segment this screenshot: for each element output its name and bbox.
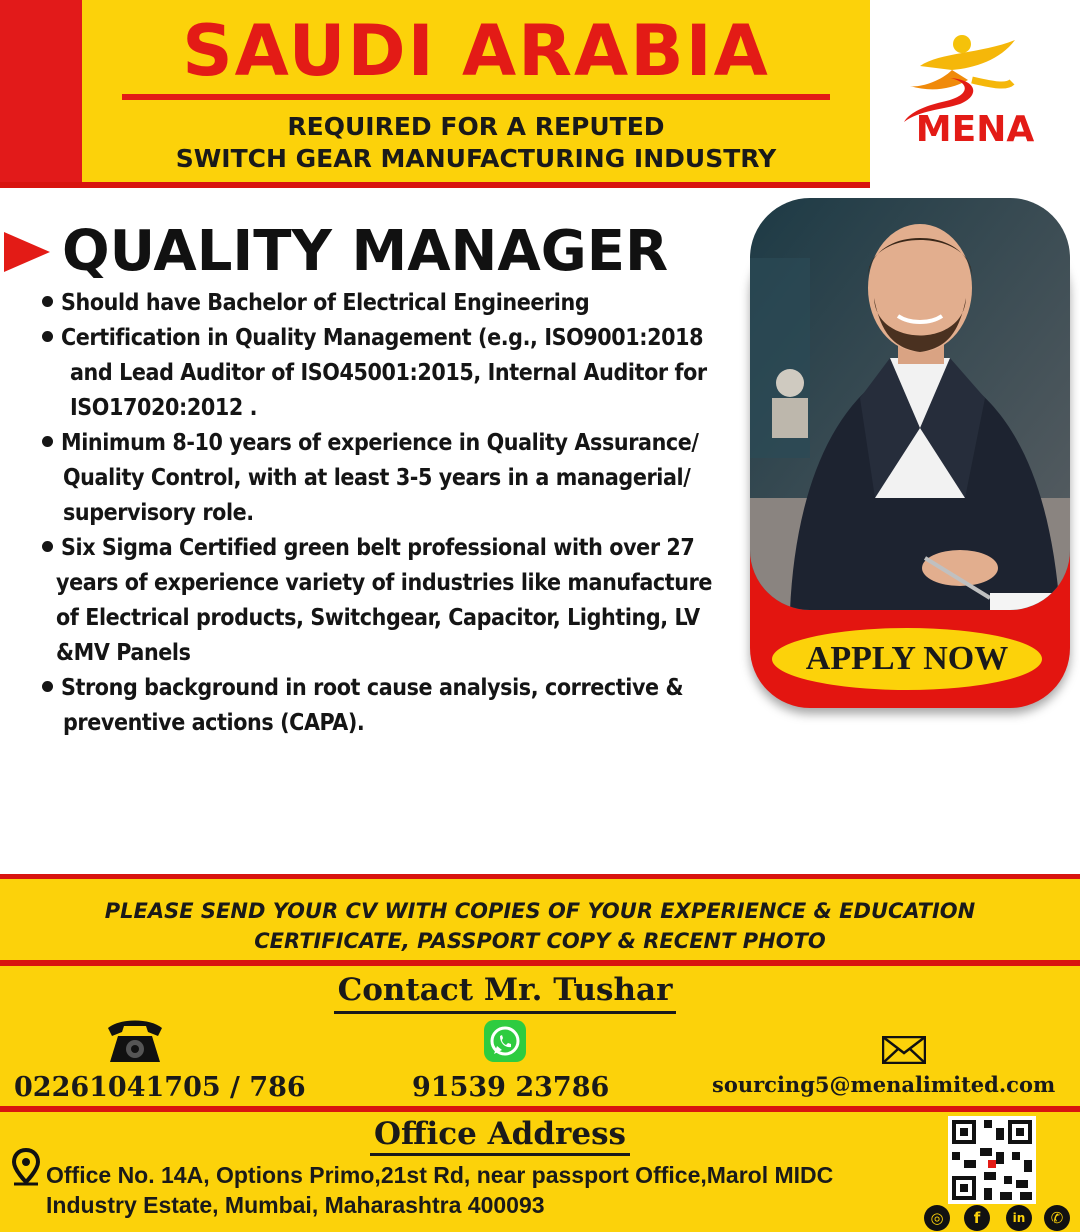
bullet-icon [42,541,53,552]
subtitle-line2: SWITCH GEAR MANUFACTURING INDUSTRY [175,144,777,173]
instagram-icon[interactable]: ◎ [924,1205,950,1231]
mail-icon [882,1036,926,1064]
facebook-icon[interactable]: f [964,1205,990,1231]
contact-underline [334,1011,676,1014]
whatsapp-social-icon[interactable]: ✆ [1044,1205,1070,1231]
requirement-line: Minimum 8-10 years of experience in Quality Assurance/ [42,426,699,461]
header-red-strip [0,0,82,186]
requirement-line: years of experience variety of industries like manufacture [56,570,713,596]
bullet-icon [42,436,53,447]
location-pin-icon [12,1148,40,1186]
whatsapp-icon [484,1020,526,1062]
band-divider-1 [0,960,1080,966]
bullet-icon [42,681,53,692]
country-underline [122,94,830,100]
telephone-icon [100,1018,170,1066]
cv-instruction-line2: CERTIFICATE, PASSPORT COPY & RECENT PHOTO [254,929,826,953]
email-address[interactable]: sourcing5@menalimited.com [712,1072,1056,1097]
requirement-line: Quality Control, with at least 3-5 years in a managerial/ [63,465,691,491]
apply-now-button[interactable]: APPLY NOW [772,628,1042,690]
qr-code-icon[interactable] [948,1116,1036,1204]
header-divider [0,182,870,188]
logo-text: MENA [915,109,1035,150]
requirement-line: Should have Bachelor of Electrical Engineering [42,286,589,321]
country-title: SAUDI ARABIA [182,10,770,92]
candidate-photo [750,198,1070,610]
requirement-line: ISO17020:2012 . [70,395,258,421]
requirement-line: preventive actions (CAPA). [63,710,365,736]
address-line2: Industry Estate, Mumbai, Maharashtra 400093 [46,1192,545,1218]
requirement-line: supervisory role. [63,500,254,526]
requirement-line: Certification in Quality Management (e.g., ISO9001:2018 [42,321,703,356]
requirement-line: &MV Panels [56,640,191,666]
requirement-line: of Electrical products, Switchgear, Capacitor, Lighting, LV [56,605,700,631]
address-line1: Office No. 14A, Options Primo,21st Rd, near passport Office,Marol MIDC [46,1162,834,1188]
contact-heading: Contact Mr. Tushar [337,972,673,1008]
linkedin-icon[interactable]: in [1006,1205,1032,1231]
cv-instruction-line1: PLEASE SEND YOUR CV WITH COPIES OF YOUR EXPERIENCE & EDUCATION [104,899,976,923]
businessman-illustration [750,198,1070,610]
requirement-line: and Lead Auditor of ISO45001:2015, Internal Auditor for [70,360,707,386]
title-arrow-icon [4,232,50,272]
band-top-line [0,874,1080,879]
office-heading: Office Address [374,1116,626,1152]
bullet-icon [42,296,53,307]
phone-number[interactable]: 02261041705 / 786 [14,1072,306,1103]
job-title: QUALITY MANAGER [62,219,669,284]
subtitle-line1: REQUIRED FOR A REPUTED [287,112,665,141]
office-underline [370,1153,630,1156]
requirement-line: Six Sigma Certified green belt professional with over 27 [42,531,694,566]
whatsapp-number[interactable]: 91539 23786 [412,1072,610,1103]
bullet-icon [42,331,53,342]
requirement-line: Strong background in root cause analysis, corrective & [42,671,683,706]
